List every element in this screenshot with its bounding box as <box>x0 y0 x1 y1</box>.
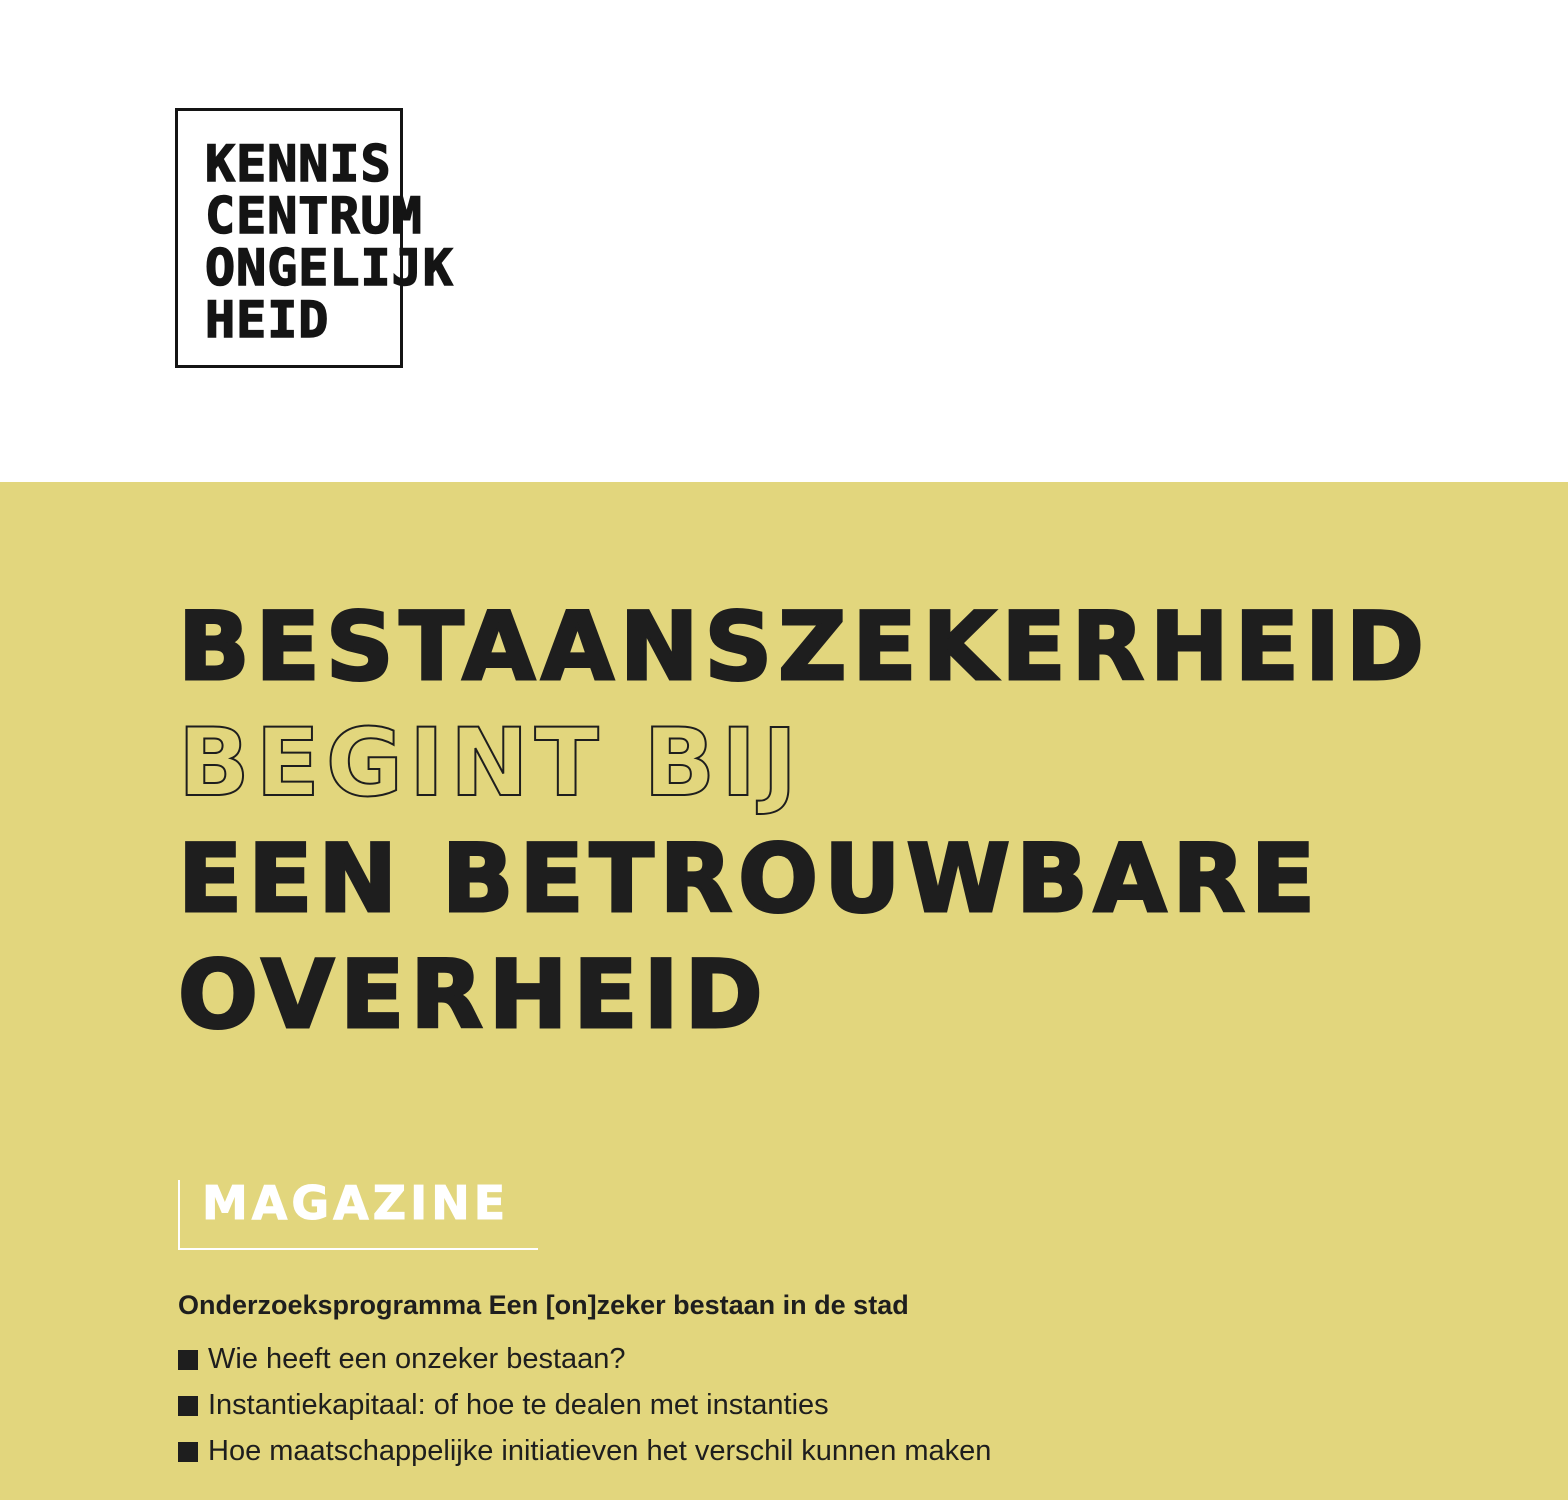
list-item-text: Instantiekapitaal: of hoe te dealen met instanties <box>208 1388 829 1421</box>
logo-line-2: CENTRUM <box>205 187 423 245</box>
kenniscentrum-logo <box>175 108 454 368</box>
square-bullet-icon <box>178 1442 198 1462</box>
logo-line-3: ONGELIJK <box>205 239 454 297</box>
list-item-text: Hoe maatschappelijke initiatieven het verschil kunnen maken <box>208 1434 992 1467</box>
list-item <box>178 1336 991 1382</box>
square-bullet-icon <box>178 1396 198 1416</box>
title-line-1: BESTAANSZEKERHEID <box>178 593 1430 702</box>
list-item <box>178 1382 991 1428</box>
logo-line-1: KENNIS <box>205 135 392 193</box>
header-area <box>0 0 1568 482</box>
square-bullet-icon <box>178 1350 198 1370</box>
magazine-badge <box>178 1176 538 1250</box>
title-line-2-outline: BEGINT BIJ <box>178 709 804 818</box>
list-item-text: Wie heeft een onzeker bestaan? <box>208 1342 626 1375</box>
program-title: Onderzoeksprogramma Een [on]zeker bestaan in de stad <box>178 1290 909 1320</box>
program-topics-list <box>178 1336 991 1474</box>
title-line-4: OVERHEID <box>178 941 769 1050</box>
cover-title <box>178 590 1430 1054</box>
logo-line-4: HEID <box>205 291 330 349</box>
title-line-3: EEN BETROUWBARE <box>178 825 1322 934</box>
list-item <box>178 1428 991 1474</box>
magazine-label: MAGAZINE <box>202 1176 510 1230</box>
logo-text <box>205 135 454 349</box>
